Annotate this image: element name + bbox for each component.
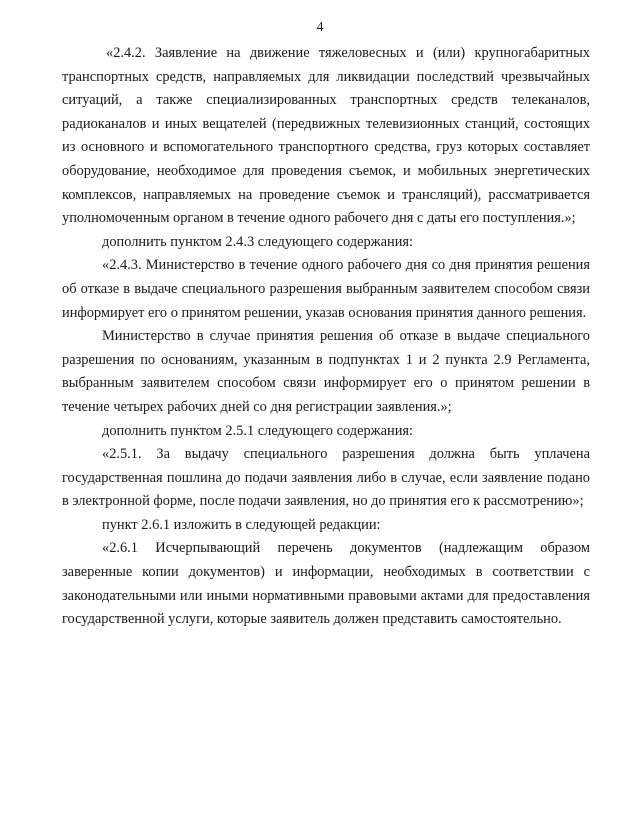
page-number: 4: [316, 20, 324, 35]
paragraph-2-6-1: «2.6.1 Исчерпывающий перечень документов (надлежащим образом заверенные копии документов) и информации, необходимых в соответствии с законодательными или иными нормативными правовыми актами для предоставления государственной услуги, которые заявитель должен представить самостоятельно.: [62, 540, 590, 628]
paragraph-add-2-5-1: дополнить пунктом 2.5.1 следующего содержания:: [102, 422, 414, 439]
paragraph-2-4-2: «2.4.2. Заявление на движение тяжеловесных и (или) крупногабаритных транспортных средств, направляемых для ликвидации последствий чрезвычайных ситуаций, а также специализированных транспортных средств телеканалов, радиоканалов и иных вещателей (передвижных телевизионных станций, состоящих из основного и вспомогательного транспортного средства, груз которых составляет оборудование, необходимое для проведения съемок, и мобильных энергетических комплексов, направляемых на проведение съемок и трансляций), рассматривается уполномоченным органом в течение одного рабочего дня с даты его поступления.»;: [62, 45, 590, 227]
paragraph-2-4-3: «2.4.3. Министерство в течение одного рабочего дня со дня принятия решения об отказе в выдаче специального разрешения выбранным заявителем способом связи информирует его о принятом решении, указав основания принятия данного решения.: [62, 257, 590, 321]
paragraph-amend-2-6-1: пункт 2.6.1 изложить в следующей редакции:: [102, 516, 381, 533]
paragraph-2-5-1: «2.5.1. За выдачу специального разрешения должна быть уплачена государственная пошлина до подачи заявления либо в случае, если заявление подано в электронной форме, после подачи заявления, но до принятия его к рассмотрению»;: [62, 446, 590, 510]
paragraph-2-4-3-continued: Министерство в случае принятия решения об отказе в выдаче специального разрешения по основаниям, указанным в подпунктах 1 и 2 пункта 2.9 Регламента, выбранным заявителем способом связи информирует его о принятом решении в течение четырех рабочих дней со дня регистрации заявления.»;: [62, 328, 590, 415]
paragraph-add-2-4-3: дополнить пунктом 2.4.3 следующего содержания:: [102, 233, 414, 250]
document-body: [62, 42, 590, 632]
